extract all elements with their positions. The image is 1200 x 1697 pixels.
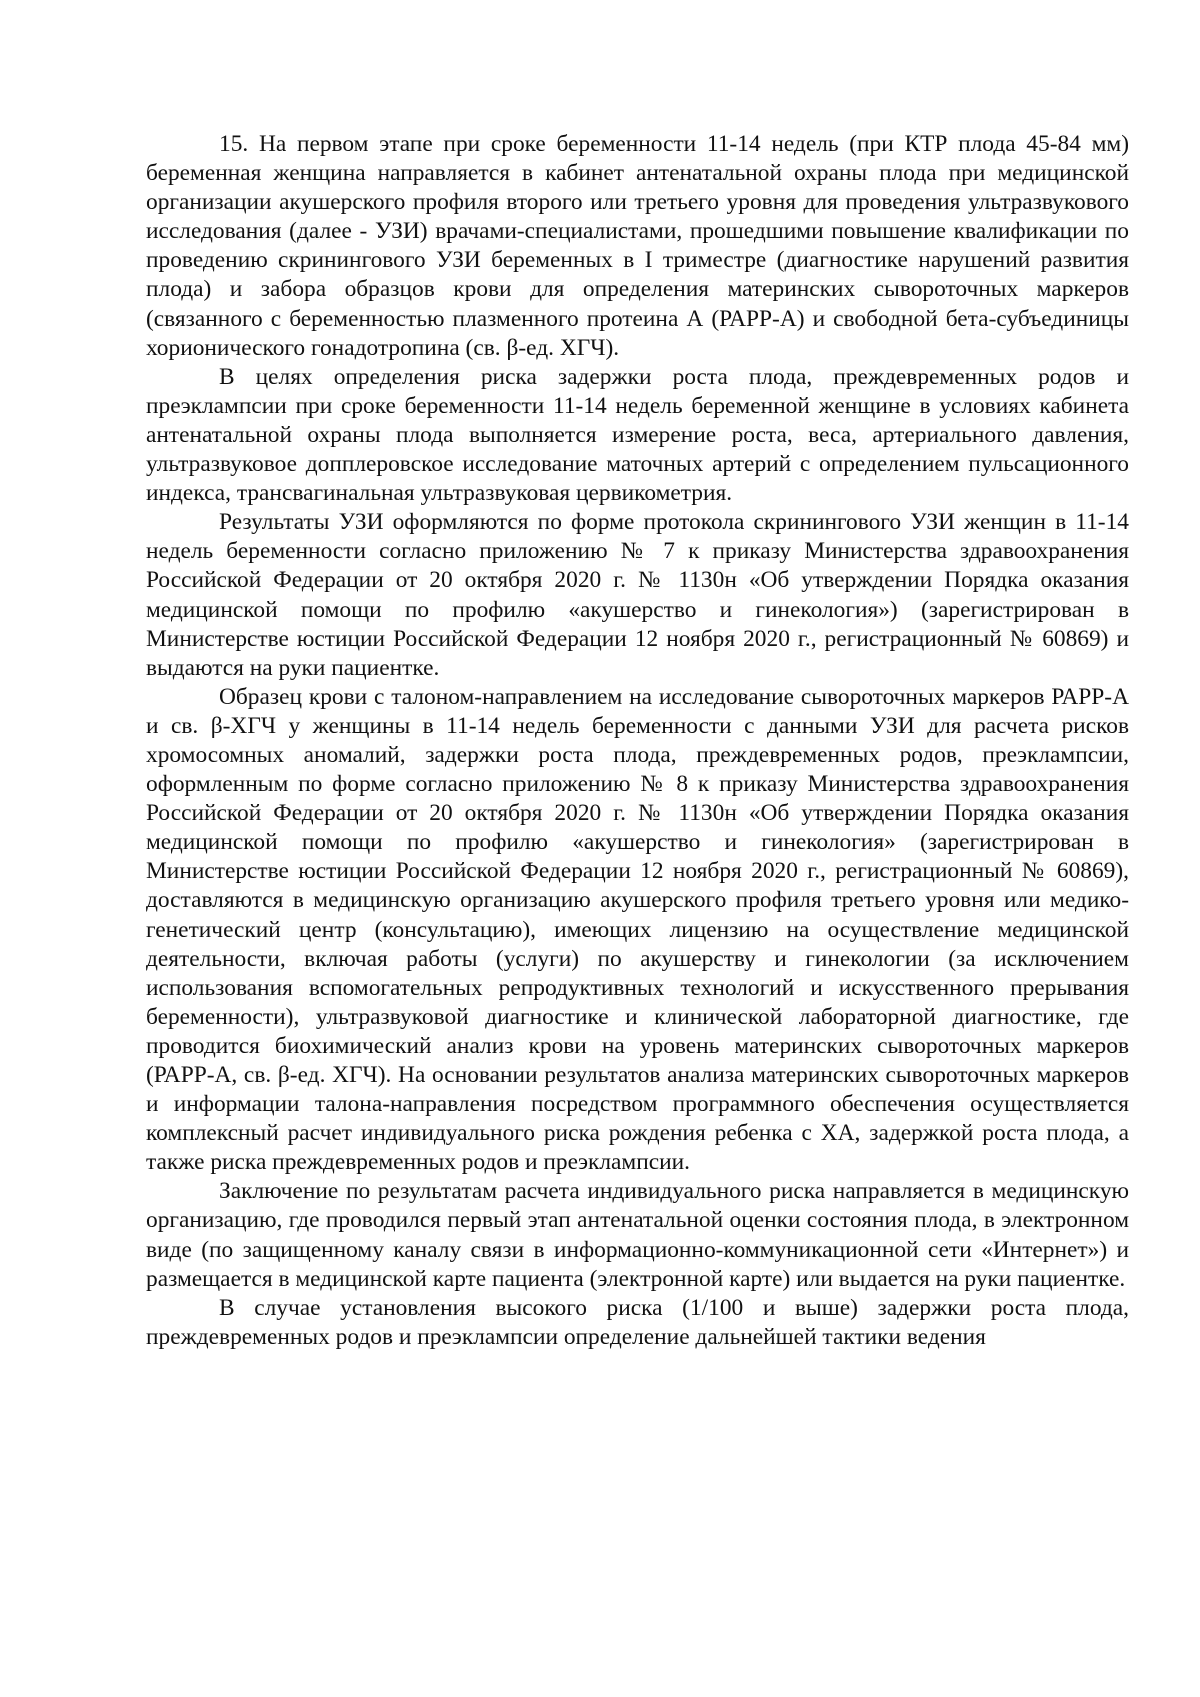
paragraph-ultrasound-results: Результаты УЗИ оформляются по форме протокола скринингового УЗИ женщин в 11-14 недель беременности согласно приложению № 7 к приказу Министерства здравоохранения Российской Федерации от 20 октября 2020 г. № 1130н «Об утверждении Порядка оказания медицинской помощи по профилю «акушерство и гинекология») (зарегистрирован в Министерстве юстиции Российской Федерации 12 ноября 2020 г., регистрационный № 60869) и выдаются на руки пациентке.	[146, 509, 1129, 681]
paragraph-first-stage-screening: 15. На первом этапе при сроке беременности 11-14 недель (при КТР плода 45-84 мм) беременная женщина направляется в кабинет антенатальной охраны плода при медицинской организации акушерского профиля второго или третьего уровня для проведения ультразвукового исследования (далее - УЗИ) врачами-специалистами, прошедшими повышение квалификации по проведению скринингового УЗИ беременных в I триместре (диагностике нарушений развития плода) и забора образцов крови для определения материнских сывороточных маркеров (связанного с беременностью плазменного протеина А (РАРР-А) и свободной бета-субъединицы хорионического гонадотропина (св. β-ед. ХГЧ).	[146, 131, 1129, 361]
paragraph-conclusion: Заключение по результатам расчета индивидуального риска направляется в медицинскую организацию, где проводился первый этап антенатальной оценки состояния плода, в электронном виде (по защищенному каналу связи в информационно-коммуникационной сети «Интернет») и размещается в медицинской карте пациента (электронной карте) или выдается на руки пациентке.	[146, 1178, 1129, 1292]
document-page	[146, 130, 1129, 1352]
paragraph-blood-sample: Образец крови с талоном-направлением на исследование сывороточных маркеров РАРР-А и св. β-ХГЧ у женщины в 11-14 недель беременности с данными УЗИ для расчета рисков хромосомных аномалий, задержки роста плода, преждевременных родов, преэклампсии, оформленным по форме согласно приложению № 8 к приказу Министерства здравоохранения Российской Федерации от 20 октября 2020 г. № 1130н «Об утверждении Порядка оказания медицинской помощи по профилю «акушерство и гинекология» (зарегистрирован в Министерстве юстиции Российской Федерации 12 ноября 2020 г., регистрационный № 60869), доставляются в медицинскую организацию акушерского профиля третьего уровня или медико-генетический центр (консультацию), имеющих лицензию на осуществление медицинской деятельности, включая работы (услуги) по акушерству и гинекологии (за исключением использования вспомогательных репродуктивных технологий и искусственного прерывания беременности), ультразвуковой диагностике и клинической лабораторной диагностике, где проводится биохимический анализ крови на уровень материнских сывороточных маркеров (РАРР-А, св. β-ед. ХГЧ). На основании результатов анализа материнских сывороточных маркеров и информации талона-направления посредством программного обеспечения осуществляется комплексный расчет индивидуального риска рождения ребенка с ХА, задержкой роста плода, а также риска преждевременных родов и преэклампсии.	[146, 683, 1129, 1176]
paragraph-high-risk: В случае установления высокого риска (1/100 и выше) задержки роста плода, преждевременных родов и преэклампсии определение дальнейшей тактики ведения	[146, 1294, 1129, 1350]
paragraph-risk-assessment: В целях определения риска задержки роста плода, преждевременных родов и преэклампсии при сроке беременности 11-14 недель беременной женщине в условиях кабинета антенатальной охраны плода выполняется измерение роста, веса, артериального давления, ультразвуковое допплеровское исследование маточных артерий с определением пульсационного индекса, трансвагинальная ультразвуковая цервикометрия.	[146, 363, 1129, 507]
